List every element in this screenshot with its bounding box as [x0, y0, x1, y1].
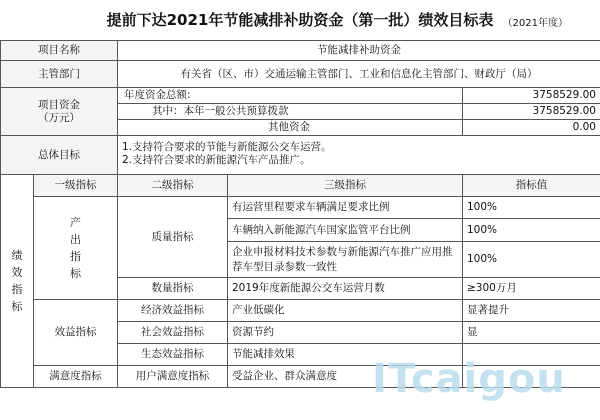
dept-label: 主管部门 [1, 61, 118, 88]
project-name-label: 项目名称 [1, 41, 118, 61]
goal-label: 总体目标 [1, 136, 118, 175]
title-bar [0, 0, 600, 40]
output-indicator-label: 产 出 指 标 [34, 197, 118, 300]
goal-row [1, 136, 600, 175]
quantity-value: ≥300万月 [463, 278, 600, 300]
economic-benefit-value: 显著提升 [463, 300, 600, 322]
header-level2: 二级指标 [118, 175, 228, 197]
funds-total-value: 3758529.00 [463, 88, 600, 104]
benefit-indicator-label: 效益指标 [34, 300, 118, 366]
indicator-header-row [1, 175, 600, 197]
year-label: （2021年度） [502, 18, 568, 29]
user-satisfaction-label: 用户满意度指标 [118, 366, 228, 388]
funds-label-line2: （万元） [38, 111, 80, 124]
funds-row-total [1, 88, 600, 104]
eco-benefit-label: 生态效益指标 [118, 344, 228, 366]
quality-item-2: 车辆纳入新能源汽车国家监管平台比例 [228, 219, 463, 242]
social-benefit-value: 显 [463, 322, 600, 344]
goal-line-2: 2.支持符合要求的新能源汽车产品推广。 [122, 154, 311, 166]
page-title: 提前下达2021年节能减排补助资金（第一批）绩效目标表 [106, 11, 494, 29]
funds-total-label: 年度资金总额: [118, 88, 463, 104]
quality-value-3: 100% [463, 242, 600, 278]
social-benefit-label: 社会效益指标 [118, 322, 228, 344]
funds-other-value: 0.00 [463, 120, 600, 136]
dept-value: 有关省（区、市）交通运输主管部门、工业和信息化主管部门、财政厅（局） [118, 61, 600, 88]
satisfaction-value [463, 366, 600, 388]
eco-benefit-item: 节能减排效果 [228, 344, 463, 366]
satisfaction-item: 受益企业、群众满意度 [228, 366, 463, 388]
economic-benefit-item: 产业低碳化 [228, 300, 463, 322]
quantity-indicator-label: 数量指标 [118, 278, 228, 300]
performance-table [0, 40, 600, 388]
quantity-item: 2019年度新能源公交车运营月数 [228, 278, 463, 300]
goal-line-1: 1.支持符合要求的节能与新能源公交车运营。 [122, 141, 332, 153]
header-level1: 一级指标 [34, 175, 118, 197]
dept-row [1, 61, 600, 88]
eco-benefit-value [463, 344, 600, 366]
funds-other-label: 其他资金 [118, 120, 463, 136]
quality-value-2: 100% [463, 219, 600, 242]
project-name-row [1, 41, 600, 61]
goal-text [118, 136, 600, 175]
satisfaction-indicator-label: 满意度指标 [34, 366, 118, 388]
quality-indicator-label: 质量指标 [118, 197, 228, 278]
funds-budget-label: 其中：本年一般公共预算拨款 [118, 104, 463, 120]
header-level3: 三级指标 [228, 175, 463, 197]
header-value: 指标值 [463, 175, 600, 197]
economic-benefit-label: 经济效益指标 [118, 300, 228, 322]
table-row [1, 300, 600, 322]
watermark-logo: ITcaigou [372, 356, 566, 402]
funds-label-line1: 项目资金 [38, 98, 80, 111]
project-name-value: 节能减排补助资金 [118, 41, 600, 61]
funds-label [1, 88, 118, 136]
table-row [1, 197, 600, 219]
table-row [1, 366, 600, 388]
quality-item-1: 有运营里程要求车辆满足要求比例 [228, 197, 463, 219]
performance-section-label: 绩 效 指 标 [1, 175, 34, 388]
social-benefit-item: 资源节约 [228, 322, 463, 344]
funds-budget-value: 3758529.00 [463, 104, 600, 120]
quality-item-3: 企业申报材料技术参数与新能源汽车推广应用推荐车型目录参数一致性 [228, 242, 463, 278]
quality-value-1: 100% [463, 197, 600, 219]
